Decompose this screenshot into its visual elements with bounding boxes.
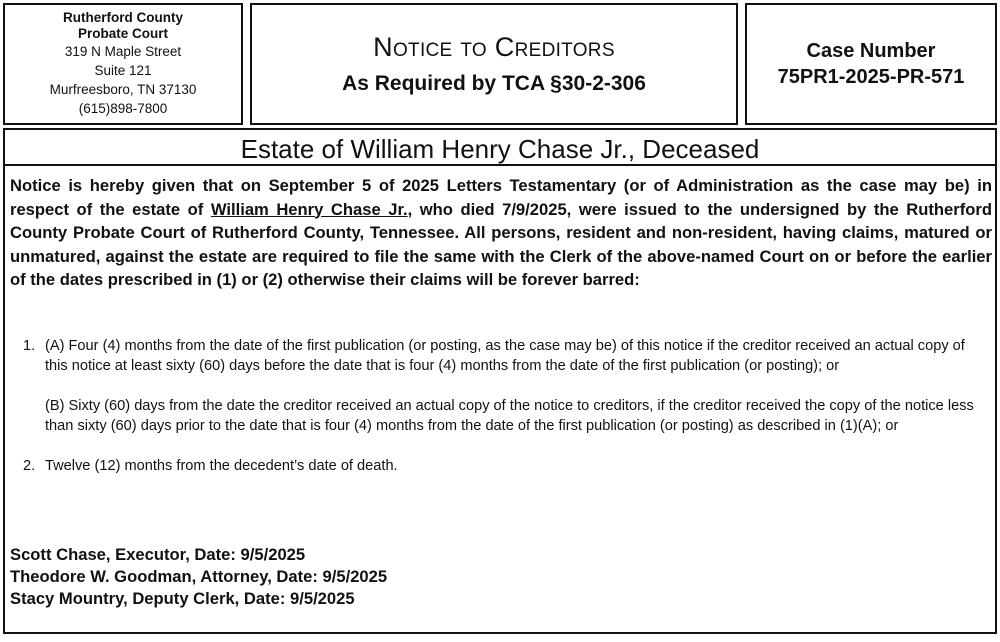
court-name-line2: Probate Court xyxy=(77,26,168,41)
list-item xyxy=(23,456,983,476)
signature-attorney: Theodore W. Goodman, Attorney, Date: 9/5/2025 xyxy=(10,567,388,586)
notice-subtitle: As Required by TCA §30-2-306 xyxy=(342,72,646,95)
court-street: 319 N Maple Street xyxy=(64,44,182,59)
signature-block xyxy=(10,544,387,610)
notice-title-box xyxy=(250,3,738,125)
case-number-label: Case Number xyxy=(806,40,936,62)
court-suite: Suite 121 xyxy=(94,63,152,78)
notice-paragraph xyxy=(10,174,992,292)
notice-body xyxy=(3,128,997,634)
list-item-text xyxy=(45,336,983,436)
decedent-name: William Henry Chase Jr. xyxy=(210,199,408,219)
list-item xyxy=(23,336,983,436)
estate-heading: Estate of William Henry Chase Jr., Deceased xyxy=(5,132,995,166)
case-number-box xyxy=(745,3,997,125)
list-item-text xyxy=(45,456,983,476)
list-item-number: 1. xyxy=(23,338,36,354)
court-city: Murfreesboro, TN 37130 xyxy=(49,82,197,97)
court-info-box xyxy=(3,3,243,125)
notice-title: Notice to Creditors xyxy=(373,32,615,62)
deadline-list xyxy=(23,336,983,476)
court-phone: (615)898-7800 xyxy=(78,101,168,116)
list-item-number: 2. xyxy=(23,458,36,474)
clause-1b: (B) Sixty (60) days from the date the creditor received an actual copy of the notice to creditors, if the creditor received the copy of the notice less than sixty (60) days prior to the date that is four (4) months from the date of the first publication (or posting) as described in (1)(A); or xyxy=(45,398,974,434)
clause-1a: (A) Four (4) months from the date of the first publication (or posting, as the case may be) of this notice if the creditor received an actual copy of this notice at least sixty (60) days before the date that is four (4) months from the date of the first publication (or posting); or xyxy=(45,338,965,374)
notice-header xyxy=(0,0,1000,128)
signature-clerk: Stacy Mountry, Deputy Clerk, Date: 9/5/2025 xyxy=(10,589,355,608)
court-name-line1: Rutherford County xyxy=(63,10,183,25)
notice-paragraph-part1: Notice is hereby given that on September 5 of 2025 Letters Testamentary (or of Administration as the case may be) in respect of the estate of xyxy=(10,176,992,219)
signature-executor: Scott Chase, Executor, Date: 9/5/2025 xyxy=(10,545,306,564)
notice-paragraph-part2: , who died 7/9/2025, were issued to the undersigned by the Rutherford County Probate Court of Rutherford County, Tennessee. All persons, resident and non-resident, having claims, matured or unmatured, against the estate are required to file the same with the Clerk of the above-named Court on or before the earlier of the dates prescribed in (1) or (2) otherwise their claims will be forever barred: xyxy=(10,199,992,289)
clause-2: Twelve (12) months from the decedent’s date of death. xyxy=(45,458,398,474)
case-number-value: 75PR1-2025-PR-571 xyxy=(777,66,965,88)
